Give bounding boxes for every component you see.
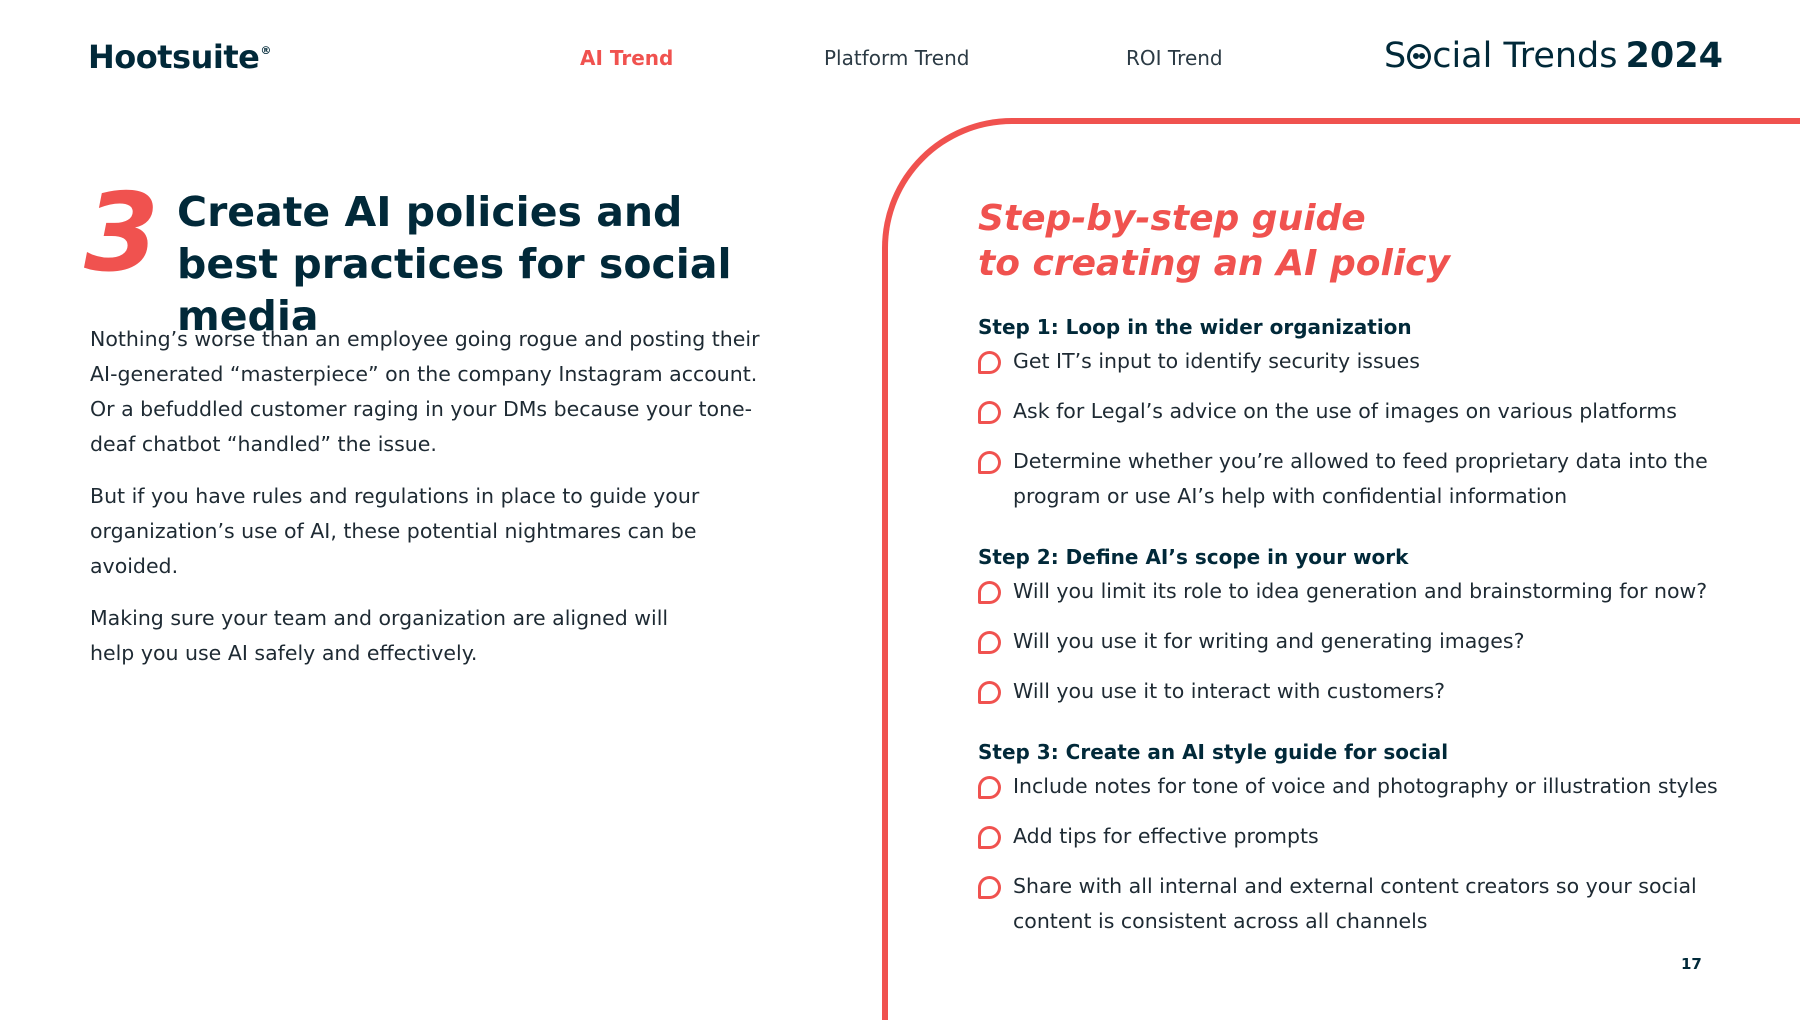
brand-text-end: cial Trends (1432, 36, 1618, 76)
hootsuite-logo (88, 38, 271, 76)
brand-year: 2024 (1625, 36, 1723, 76)
list-item (978, 674, 1758, 709)
step-heading: Step 2: Define AI’s scope in your work (978, 545, 1409, 569)
list-item-text: Will you use it to interact with customers? (1013, 679, 1446, 703)
nav-ai-trend[interactable]: AI Trend (580, 46, 674, 70)
list-item-text: Will you limit its role to idea generation and brainstorming for now? (1013, 579, 1708, 603)
list-item (978, 574, 1758, 609)
brand-text-start: S (1384, 36, 1407, 76)
step-heading: Step 1: Loop in the wider organization (978, 315, 1412, 339)
guide-title-line: to creating an AI policy (978, 243, 1450, 284)
list-item-text: Ask for Legal’s advice on the use of images on various platforms (1013, 399, 1677, 423)
body-paragraph: But if you have rules and regulations in place to guide your organization’s use of AI, these potential nightmares can be avoided. (90, 484, 700, 578)
speech-bubble-icon (978, 401, 1001, 424)
speech-bubble-icon (978, 451, 1001, 474)
registered-mark: ® (260, 44, 271, 57)
nav-roi-trend[interactable]: ROI Trend (1126, 46, 1223, 70)
step-heading: Step 3: Create an AI style guide for social (978, 740, 1449, 764)
list-item (978, 344, 1758, 379)
page-number: 17 (1681, 955, 1702, 973)
list-item-text: Include notes for tone of voice and photography or illustration styles (1013, 774, 1718, 798)
section-body (90, 322, 770, 688)
list-item-text: Add tips for effective prompts (1013, 824, 1319, 848)
step-group (978, 735, 1758, 939)
list-item-text: Will you use it for writing and generating images? (1013, 629, 1525, 653)
list-item-text: Get IT’s input to identify security issues (1013, 349, 1420, 373)
body-paragraph: Nothing’s worse than an employee going rogue and posting their AI-generated “masterpiece” on the company Instagram account. Or a befuddled customer raging in your DMs because your tone-deaf chatbot “handled” the issue. (90, 327, 760, 456)
section-number: 3 (84, 171, 156, 296)
nav-platform-trend[interactable]: Platform Trend (824, 46, 970, 70)
list-item-text: Share with all internal and external content creators so your social content is consistent across all channels (1013, 874, 1697, 933)
step-group (978, 310, 1758, 514)
list-item (978, 624, 1758, 659)
body-paragraph: Making sure your team and organization are aligned will help you use AI safely and effectively. (90, 606, 669, 665)
list-item (978, 819, 1758, 854)
guide-title-line: Step-by-step guide (978, 198, 1366, 239)
speech-bubble-icon (978, 581, 1001, 604)
list-item (978, 444, 1758, 514)
steps-list (978, 310, 1758, 965)
speech-bubble-icon (978, 876, 1001, 899)
logo-text: Hootsuite (88, 38, 260, 76)
owl-icon (1407, 44, 1431, 69)
list-item-text: Determine whether you’re allowed to feed proprietary data into the program or use AI’s help with confidential information (1013, 449, 1708, 508)
speech-bubble-icon (978, 351, 1001, 374)
step-group (978, 540, 1758, 709)
list-item (978, 769, 1758, 804)
speech-bubble-icon (978, 631, 1001, 654)
list-item (978, 869, 1758, 939)
guide-title (978, 196, 1450, 286)
speech-bubble-icon (978, 681, 1001, 704)
list-item (978, 394, 1758, 429)
speech-bubble-icon (978, 776, 1001, 799)
social-trends-logo (1384, 36, 1723, 76)
section-title: Create AI policies and best practices for social media (177, 188, 732, 340)
speech-bubble-icon (978, 826, 1001, 849)
